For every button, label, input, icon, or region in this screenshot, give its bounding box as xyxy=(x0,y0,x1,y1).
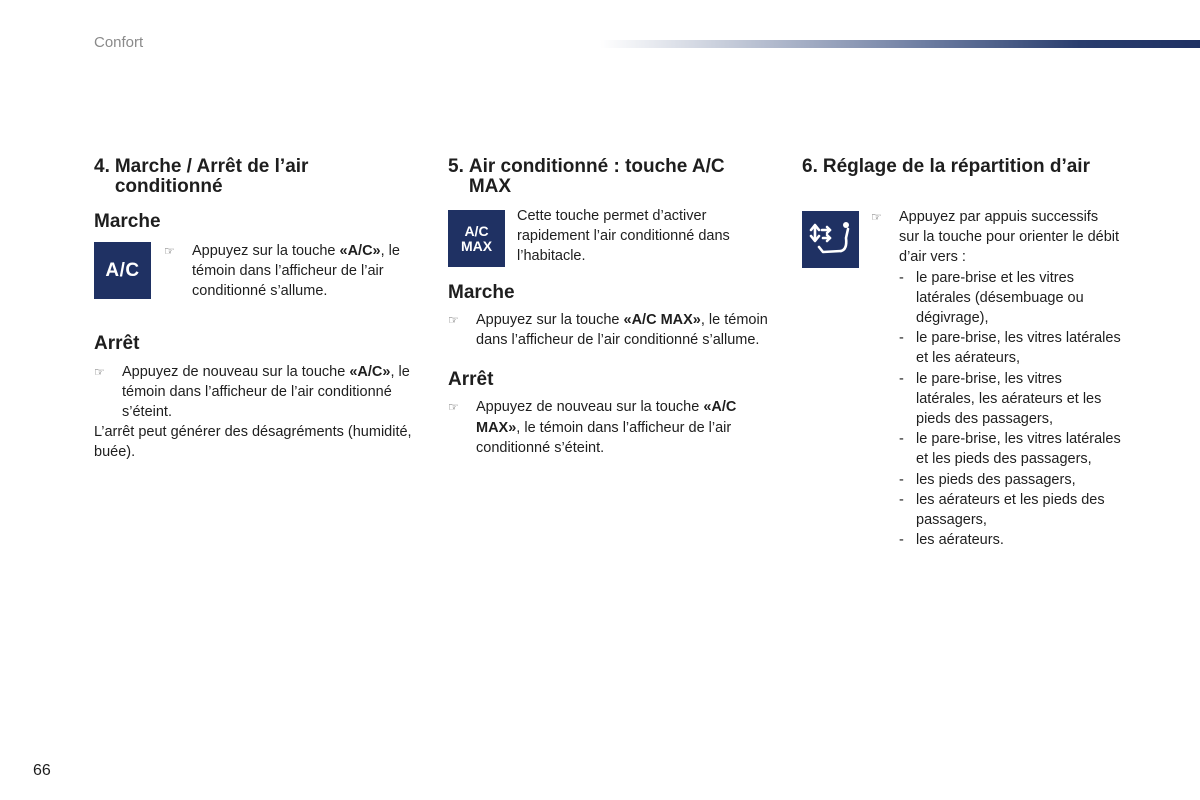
pointer-hand-icon: ☞ xyxy=(164,244,175,258)
pointer-hand-icon: ☞ xyxy=(94,364,105,379)
instruction-text: , le témoin dans l’afficheur de l’air conditionné s’éteint. xyxy=(122,363,410,421)
distribution-instruction xyxy=(871,207,1121,268)
list-item: - le pare-brise, les vitres latérales, les aérateurs et les pieds des passagers, xyxy=(899,370,1102,428)
key-name: «A/C» xyxy=(349,363,391,380)
arret-instruction xyxy=(448,397,768,458)
arret-instruction xyxy=(94,362,414,423)
instruction-text: , le témoin dans l’afficheur de l’air conditionné s’allume. xyxy=(476,312,768,349)
air-distribution-icon xyxy=(802,211,859,268)
instruction-text: Appuyez sur la touche xyxy=(476,312,624,328)
seat-airflow-icon xyxy=(809,220,853,260)
marche-instruction xyxy=(164,241,414,302)
instruction-text: , le témoin dans l’afficheur de l’air conditionné s’allume. xyxy=(192,243,400,300)
list-item: - le pare-brise, les vitres latérales et les pieds des passagers, xyxy=(899,431,1121,468)
list-item: - le pare-brise, les vitres latérales et les aérateurs, xyxy=(899,330,1121,367)
list-item: - les aérateurs et les pieds des passagers, xyxy=(899,491,1105,529)
pointer-hand-icon: ☞ xyxy=(448,400,459,415)
instruction-text: Appuyez de nouveau sur la touche xyxy=(476,399,704,416)
section-6-number: 6. xyxy=(802,156,818,177)
section-5-title xyxy=(448,157,768,197)
header-title: Confort xyxy=(94,34,144,51)
section-6-title xyxy=(802,157,1132,177)
list-item: - les pieds des passagers, xyxy=(899,471,1076,488)
section-air-distribution xyxy=(802,157,1132,550)
marche-instruction xyxy=(448,310,768,350)
pointer-hand-icon: ☞ xyxy=(871,210,882,224)
arret-heading: Arrêt xyxy=(448,369,494,391)
header-gradient-bar xyxy=(600,40,1200,48)
section-5-title-text: Air conditionné : touche A/C MAX xyxy=(468,156,725,197)
list-item: - les aérateurs. xyxy=(899,532,1004,549)
pointer-hand-icon: ☞ xyxy=(448,313,459,327)
key-name: «A/C» xyxy=(339,243,381,259)
ac-icon-label: A/C xyxy=(105,259,140,281)
section-6-title-text: Réglage de la répartition d’air xyxy=(822,156,1090,177)
ac-max-icon-line1: A/C xyxy=(464,222,489,239)
marche-heading: Marche xyxy=(94,211,161,232)
section-ac-on-off xyxy=(94,157,414,463)
key-name: «A/C MAX» xyxy=(623,312,701,328)
arret-note: L’arrêt peut générer des désagréments (humidité, buée). xyxy=(94,424,412,461)
section-5-number: 5. xyxy=(448,156,464,177)
ac-max-intro: Cette touche permet d’activer rapidement l’air conditionné dans l’habitacle. xyxy=(517,208,730,265)
section-4-title xyxy=(94,157,414,197)
instruction-text: Appuyez sur la touche xyxy=(192,243,340,259)
distribution-options-list xyxy=(899,268,1121,551)
key-name: «A/C MAX» xyxy=(476,399,737,436)
ac-button-icon xyxy=(94,242,151,299)
arret-heading: Arrêt xyxy=(94,332,140,354)
section-4-number: 4. xyxy=(94,156,110,177)
marche-heading: Marche xyxy=(448,282,515,303)
instruction-text: Appuyez par appuis successifs sur la touche pour orienter le débit d’air vers : xyxy=(899,209,1120,266)
list-item: - le pare-brise et les vitres latérales (désembuage ou dégivrage), xyxy=(899,269,1084,327)
instruction-text: Appuyez de nouveau sur la touche xyxy=(122,363,350,380)
page-number: 66 xyxy=(33,762,51,779)
ac-max-button-icon xyxy=(448,210,505,267)
section-ac-max xyxy=(448,157,768,458)
section-4-title-text: Marche / Arrêt de l’air conditionné xyxy=(114,156,309,197)
instruction-text: , le témoin dans l’afficheur de l’air conditionné s’éteint. xyxy=(476,419,732,456)
ac-max-icon-line2: MAX xyxy=(460,237,493,254)
